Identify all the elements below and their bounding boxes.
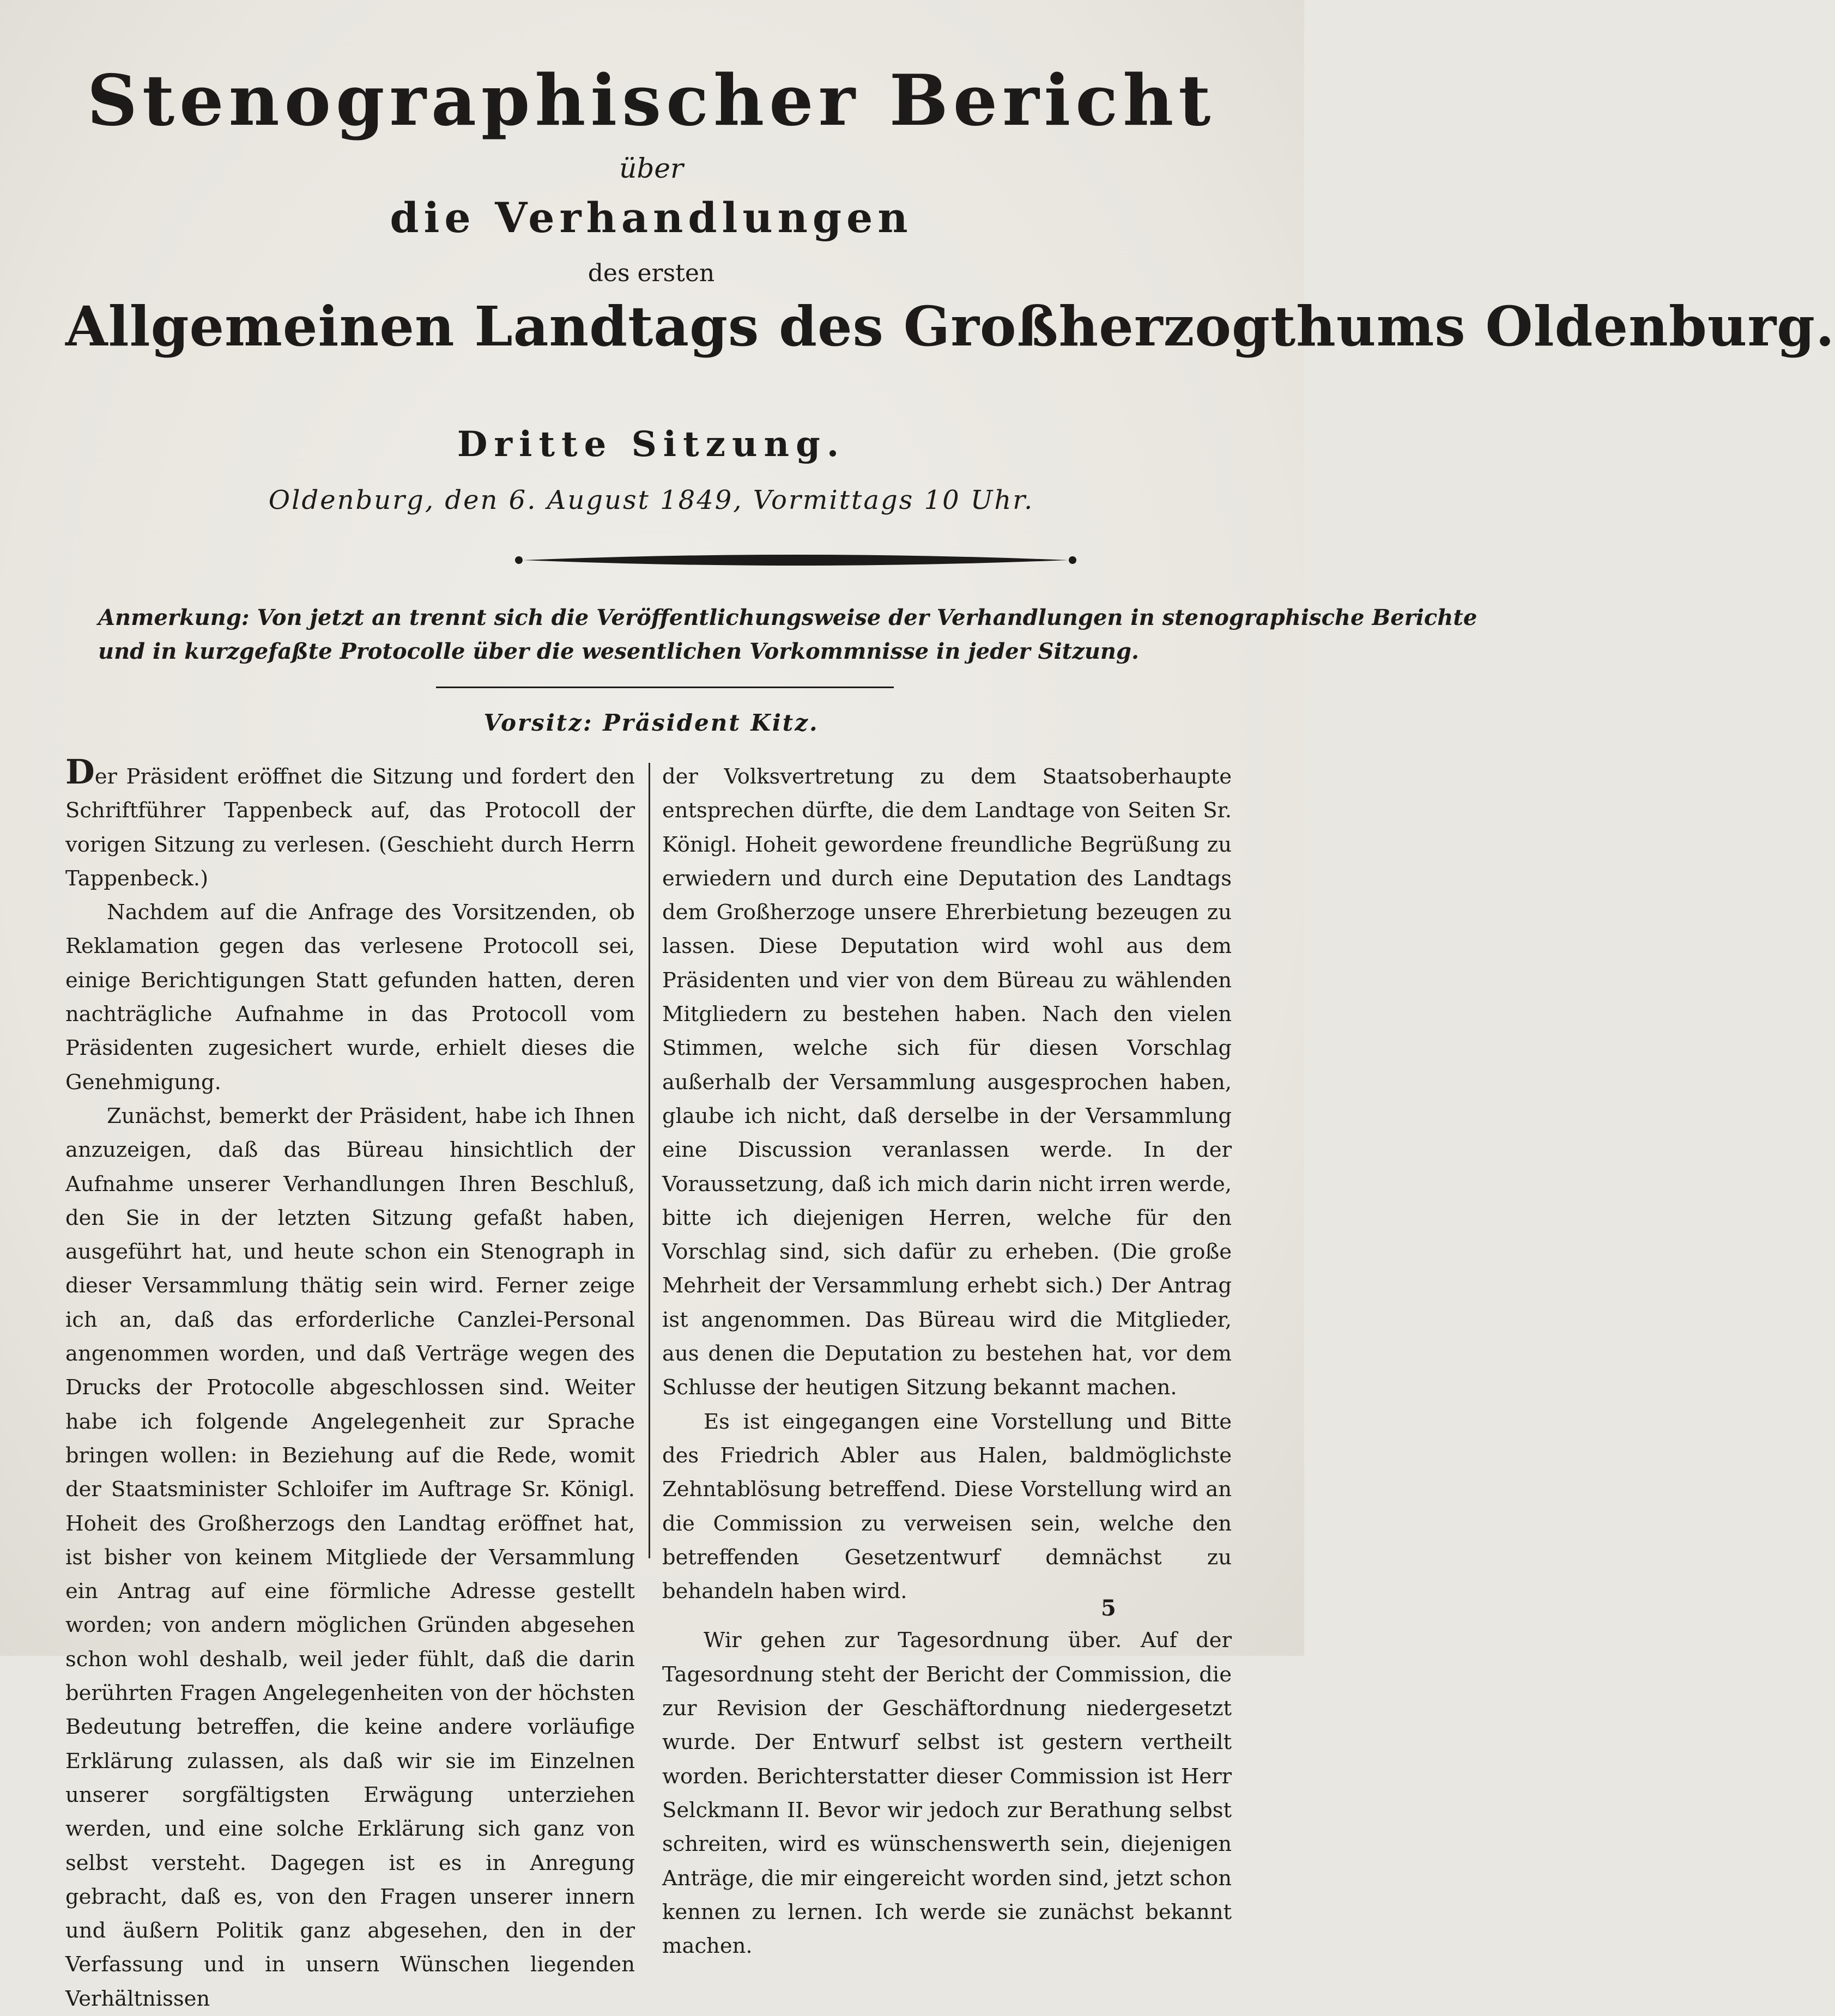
subtitle-ueber: über [619,153,683,184]
note-line-2: und in kurzgefaßte Protocolle über die wesentlichen Vorkommnisse in jeder Sitzung. [98,639,1139,664]
session-heading: Dritte Sitzung. [457,424,846,465]
subtitle-verhandlungen: die Verhandlungen [390,193,913,242]
page-number: 5 [1101,1595,1116,1621]
section-rule [436,687,894,688]
left-paragraph-1-text: er Präsident eröffnet die Sitzung und fordert den Schriftführer Tappenbeck auf, das Protocoll der vorigen Sitzung zu verlesen. (Geschieht durch Herrn Tappenbeck.) [65,764,635,891]
right-paragraph-1: der Volksvertretung zu dem Staatsoberhaupte entsprechen dürfte, die dem Landtage von Seiten Sr. Königl. Hoheit gewordene freundliche Begrüßung zu erwiedern und durch eine Deputation des Landtags dem Großherzoge unsere Ehrerbietung bezeugen zu lassen. Diese Deputation wird wohl aus dem Präsidenten und vier von dem Büreau zu wählenden Mitgliedern zu bestehen haben. Nach den vielen Stimmen, welche sich für diesen Vorschlag außerhalb der Versammlung ausgesprochen haben, glaube ich nicht, daß derselbe in der Versammlung eine Discussion veranlassen werde. In der Voraussetzung, daß ich mich darin nicht irren werde, bitte ich diejenigen Herren, welche für den Vorschlag sind, sich dafür zu erheben. (Die große Mehrheit der Versammlung erhebt sich.) Der Antrag ist angenommen. Das Büreau wird die Mitglieder, aus denen die Deputation zu bestehen hat, vor dem Schlusse der heutigen Sitzung bekannt machen. [662,764,1232,1400]
column-divider [649,763,650,1558]
report-title: Stenographischer Bericht [87,60,1216,142]
right-paragraph-3: Wir gehen zur Tagesordnung über. Auf der Tagesordnung steht der Bericht der Commission, die zur Revision der Geschäftordnung niedergesetzt wurde. Der Entwurf selbst ist gestern vertheilt worden. Berichterstatter dieser Commission ist Herr Selckmann II. Bevor wir jedoch zur Berathung selbst schreiten, wird es wünschenswerth sein, diejenigen Anträge, die mir eingereicht worden sind, jetzt schon kennen zu lernen. Ich werde sie zunächst bekannt machen. [662,1628,1232,1959]
left-column [65,752,635,2016]
right-column [662,760,1232,1963]
dropcap: D [65,752,95,792]
dateline: Oldenburg, den 6. August 1849, Vormittags 10 Uhr. [268,485,1034,515]
chair-line: Vorsitz: Präsident Kitz. [483,709,819,736]
subtitle-des-ersten: des ersten [588,259,715,287]
left-paragraph-1 [65,752,635,896]
right-paragraph-2: Es ist eingegangen eine Vorstellung und Bitte des Friedrich Abler aus Halen, baldmöglichste Zehntablösung betreffend. Diese Vorstellung wird an die Commission zu verweisen sein, welche den betreffenden Gesetzentwurf demnächst zu behandeln haben wird. [662,1409,1232,1604]
landtag-heading: Allgemeinen Landtags des Großherzogthums Oldenburg. [65,294,1835,359]
ornament-divider [512,545,1079,575]
left-paragraph-3: Zunächst, bemerkt der Präsident, habe ich Ihnen anzuzeigen, daß das Büreau hinsichtlich der Aufnahme unserer Verhandlungen Ihren Beschluß, den Sie in der letzten Sitzung gefaßt haben, ausgeführt hat, und heute schon ein Stenograph in dieser Versammlung thätig sein wird. Ferner zeige ich an, daß das erforderliche Canzlei-Personal angenommen worden, und daß Verträge wegen des Drucks der Protocolle abgeschlossen sind. Weiter habe ich folgende Angelegenheit zur Sprache bringen wollen: in Beziehung auf die Rede, womit der Staatsminister Schloifer im Auftrage Sr. Königl. Hoheit des Großherzogs den Landtag eröffnet hat, ist bisher von keinem Mitgliede der Versammlung ein Antrag auf eine förmliche Adresse gestellt worden; von andern möglichen Gründen abgesehen schon wohl deshalb, weil jeder fühlt, daß die darin berührten Fragen Angelegenheiten von der höchsten Bedeutung betreffen, die keine andere vorläufige Erklärung zulassen, als daß wir sie im Einzelnen unserer sorgfältigsten Erwägung unterziehen werden, und eine solche Erklärung sich ganz von selbst versteht. Dagegen ist es in Anregung gebracht, daß es, von den Fragen unserer innern und äußern Politik ganz abgesehen, den in der Verfassung und in unsern Wünschen liegenden Verhältnissen [65,1103,635,2011]
note-line-1: Anmerkung: Von jetzt an trennt sich die Veröffentlichungsweise der Verhandlungen in stenographische Berichte [98,605,1477,630]
left-paragraph-2: Nachdem auf die Anfrage des Vorsitzenden, ob Reklamation gegen das verlesene Protocoll sei, einige Berichtigungen Statt gefunden hatten, deren nachträgliche Aufnahme in das Protocoll vom Präsidenten zugesichert wurde, erhielt dieses die Genehmigung. [65,900,635,1095]
